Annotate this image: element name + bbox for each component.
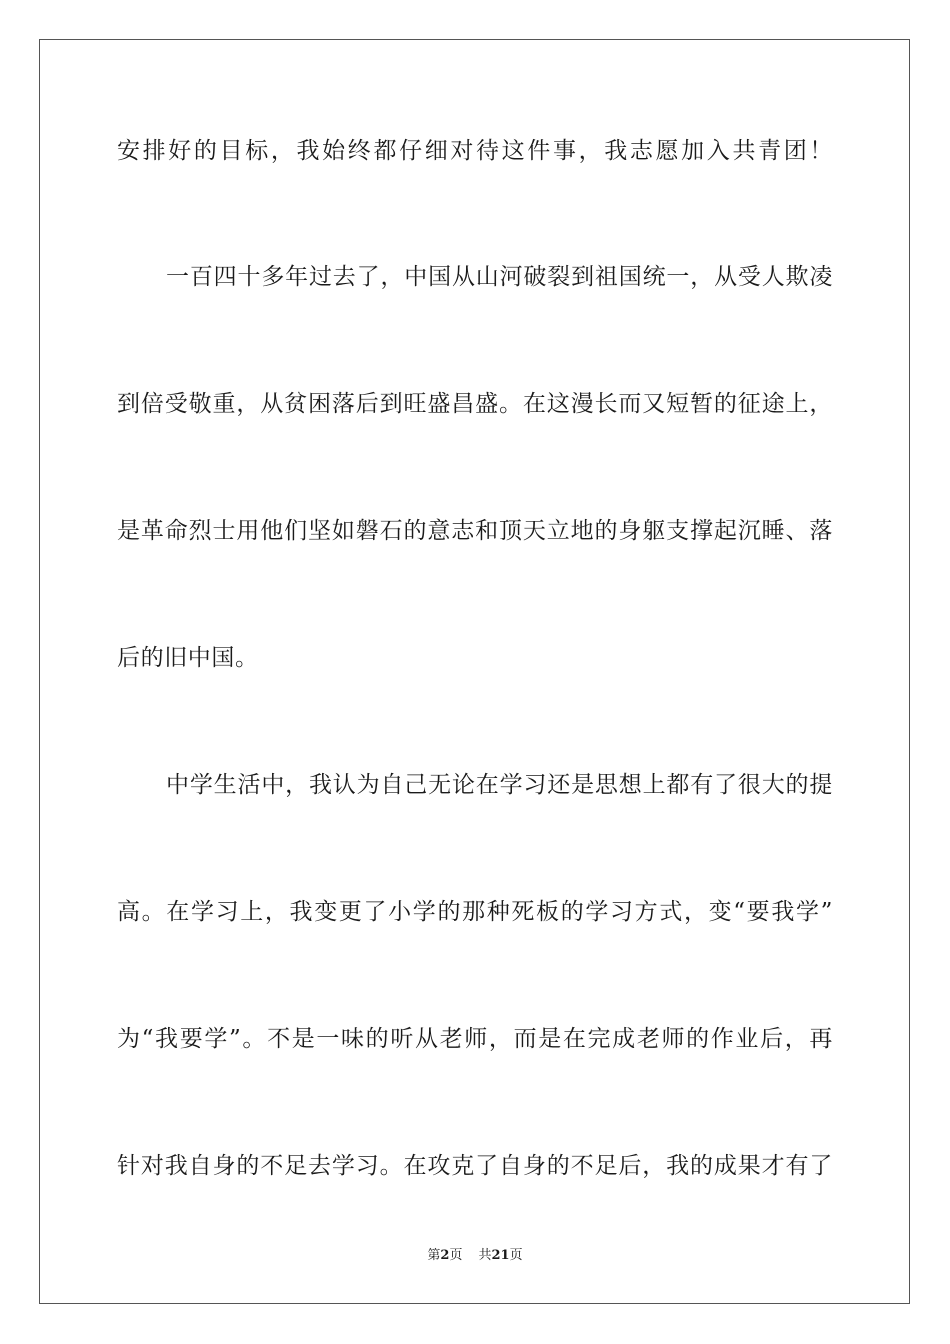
text-line-7: 高。在学习上，我变更了小学的那种死板的学习方式，变“要我学” [117, 899, 833, 925]
text-line-1: 安排好的目标，我始终都仔细对待这件事，我志愿加入共青团！ [117, 138, 833, 164]
footer-total-pages: 21 [491, 1248, 510, 1263]
footer-page-suffix: 页 [449, 1248, 463, 1263]
text-line-2: 一百四十多年过去了，中国从山河破裂到祖国统一，从受人欺凌 [166, 264, 833, 290]
text-line-3: 到倍受敬重，从贫困落后到旺盛昌盛。在这漫长而又短暂的征途上， [117, 391, 833, 417]
text-line-8: 为“我要学”。不是一味的听从老师，而是在完成老师的作业后，再 [117, 1026, 833, 1052]
footer-page-prefix: 第 [427, 1248, 441, 1263]
text-line-9: 针对我自身的不足去学习。在攻克了自身的不足后，我的成果才有了 [117, 1153, 833, 1179]
footer-total-suffix: 页 [509, 1248, 523, 1263]
text-line-5: 后的旧中国。 [117, 645, 259, 671]
footer-page-number: 2 [440, 1248, 450, 1263]
text-line-6: 中学生活中，我认为自己无论在学习还是思想上都有了很大的提 [166, 772, 833, 798]
page-footer [0, 1247, 950, 1265]
text-line-4: 是革命烈士用他们坚如磐石的意志和顶天立地的身躯支撑起沉睡、落 [117, 518, 833, 544]
footer-total-prefix: 共 [478, 1248, 492, 1263]
